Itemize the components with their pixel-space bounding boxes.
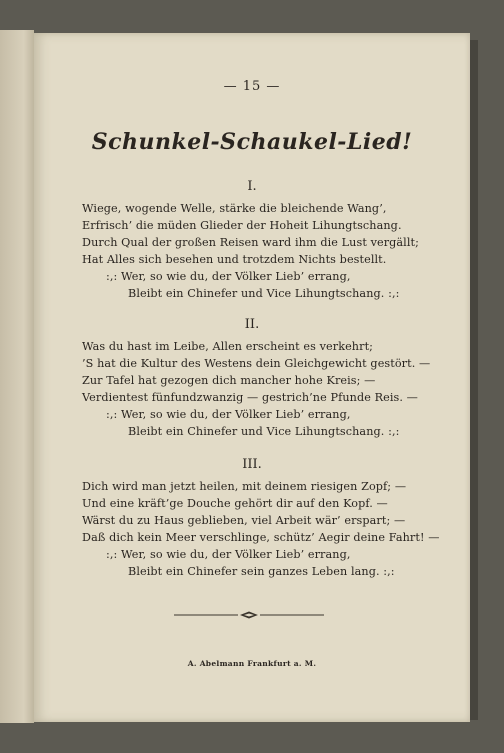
stanza-numeral: I. [247, 179, 257, 194]
verse-line: Hat Alles sich besehen und trotzdem Nichts bestellt. [82, 253, 387, 266]
stanza-numeral: II. [244, 317, 260, 332]
refrain-line: :,: Wer, so wie du, der Völker Lieb’ errang, [106, 270, 351, 283]
binding-shadow [470, 40, 478, 720]
ornamental-divider [174, 611, 324, 619]
verse-line: ’S hat die Kultur des Westens dein Gleichgewicht gestört. — [82, 357, 431, 370]
verse-line: Und eine kräft’ge Douche gehört dir auf den Kopf. — [82, 497, 388, 510]
verse-line: Erfrisch’ die müden Glieder der Hoheit Lihungtschang. [82, 219, 402, 232]
facing-page-edge [0, 30, 34, 723]
refrain-line: :,: Wer, so wie du, der Völker Lieb’ errang, [106, 548, 351, 561]
verse-line: Wiege, wogende Welle, stärke die bleichende Wang’, [82, 202, 387, 215]
stanza-numeral: III. [242, 457, 262, 472]
stanza-3 [34, 457, 470, 580]
verse-line: Zur Tafel hat gezogen dich mancher hohe Kreis; — [82, 374, 376, 387]
verse-line: Wärst du zu Haus geblieben, viel Arbeit wär’ erspart; — [82, 514, 406, 527]
refrain-line: Bleibt ein Chinefer und Vice Lihungtschang. :,: [128, 287, 400, 300]
verse-line: Dich wird man jetzt heilen, mit deinem riesigen Zopf; — [82, 480, 407, 493]
poem-title: Schunkel-Schaukel-Lied! [91, 129, 413, 155]
printer-imprint: A. Abelmann Frankfurt a. M. [187, 659, 317, 668]
verse-line: Daß dich kein Meer verschlinge, schütz’ Aegir deine Fahrt! — [82, 531, 440, 544]
stanza-2 [34, 317, 470, 440]
verse-line: Verdientest fünfundzwanzig — gestrich’ne Pfunde Reis. — [82, 391, 418, 404]
verse-line: Was du hast im Leibe, Allen erscheint es verkehrt; [82, 340, 374, 353]
stanza-1 [34, 179, 470, 302]
refrain-line: Bleibt ein Chinefer und Vice Lihungtschang. :,: [128, 425, 400, 438]
refrain-line: :,: Wer, so wie du, der Völker Lieb’ errang, [106, 408, 351, 421]
refrain-line: Bleibt ein Chinefer sein ganzes Leben lang. :,: [128, 565, 395, 578]
page-number: — 15 — [223, 79, 281, 94]
book-page [34, 33, 470, 722]
verse-line: Durch Qual der großen Reisen ward ihm die Lust vergällt; [82, 236, 420, 249]
